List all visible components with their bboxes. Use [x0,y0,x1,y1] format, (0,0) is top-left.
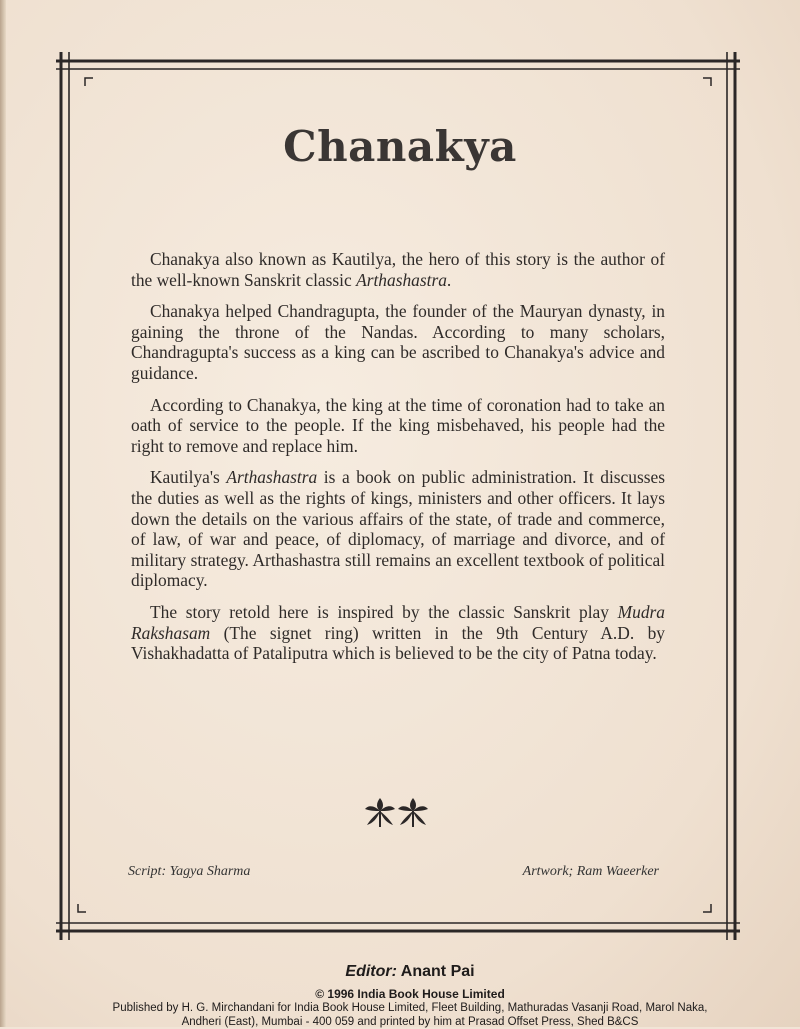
intro-text [131,249,665,675]
paragraph-3: According to Chanakya, the king at the time of coronation had to take an oath of service to the people. If the king misbehaved, his people had the right to remove and replace him. [131,394,665,456]
page-title: Chanakya [283,122,517,171]
paragraph-5: The story retold here is inspired by the classic Sanskrit play Mudra Rakshasam (The signet ring) written in the 9th Century A.D. by Vishakhadatta of Pataliputra which is believed to be the city of Patna today. [131,601,665,664]
publisher-info [40,1001,780,1029]
copyright-line: © 1996 India Book House Limited [315,987,505,1001]
artwork-credit: Artwork; Ram Waeerker [522,864,659,879]
paragraph-1: Chanakya also known as Kautilya, the hero of this story is the author of the well-known Sanskrit classic Arthashastra. [131,249,665,290]
paragraph-4: Kautilya's Arthashastra is a book on public administration. It discusses the duties as well as the rights of kings, ministers and other officers. It lays down the details on the various affairs of the state, of trade and commerce, of law, of war and peace, of diplomacy, of marriage and divorce, and of military strategy. Arthashastra still remains an excellent textbook of political diplomacy. [131,467,665,591]
publisher-line-2: Andheri (East), Mumbai - 400 059 and printed by him at Prasad Offset Press, Shed B&CS [181,1016,639,1028]
editor-credit: Editor: Anant Pai [345,963,475,980]
script-credit: Script: Yagya Sharma [128,864,251,879]
paragraph-2: Chanakya helped Chandragupta, the founder of the Mauryan dynasty, in gaining the throne of the Nandas. According to many scholars, Chandragupta's success as a king can be ascribed to Chanakya's advice and guidance. [131,301,665,383]
publisher-line-1: Published by H. G. Mirchandani for India Book House Limited, Fleet Building, Mathuradas Vasanji Road, Marol Naka, [112,1002,708,1014]
floral-ornament-icon [362,794,432,828]
